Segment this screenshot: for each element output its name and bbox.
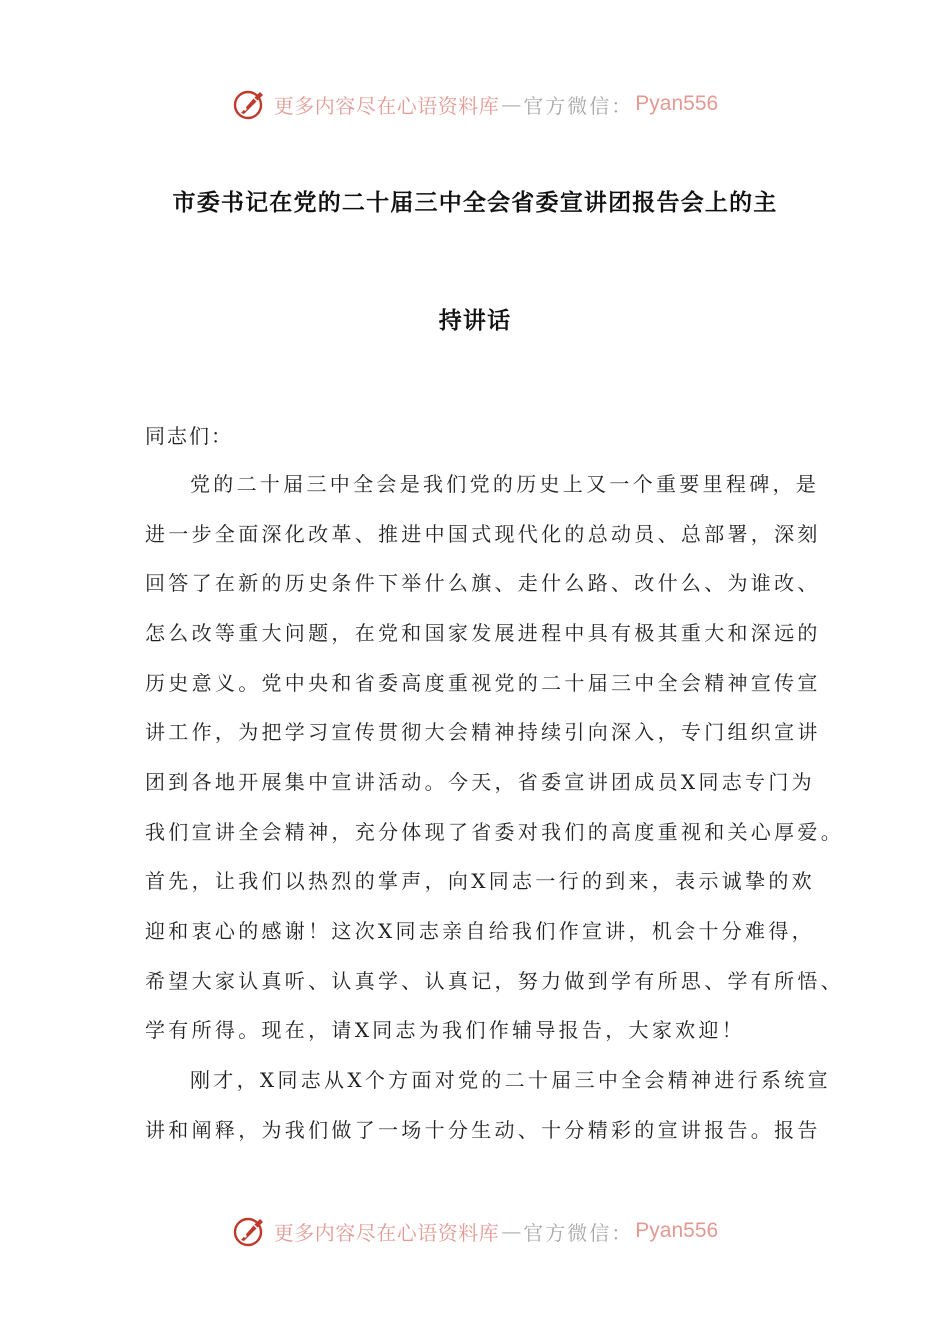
banner-dash: — [501,1219,522,1243]
banner-wechat-label: 官方微信： [523,1220,634,1245]
body-line: 回答了在新的历史条件下举什么旗、走什么路、改什么、为谁改、 [145,571,821,595]
body-line: 进一步全面深化改革、推进中国式现代化的总动员、总部署，深刻 [145,522,821,546]
banner-wechat-id: Pyan556 [635,92,719,115]
body-line: 团到各地开展集中宣讲活动。今天，省委宣讲团成员X同志专门为 [145,770,815,794]
pen-nib-logo-icon [232,86,268,122]
body-line: 首先，让我们以热烈的掌声，向X同志一行的到来，表示诚挚的欢 [145,869,815,893]
banner-wechat-id: Pyan556 [635,1219,719,1242]
banner-wechat-label: 官方微信： [523,93,634,118]
body-line: 讲和阐释，为我们做了一场十分生动、十分精彩的宣讲报告。报告 [145,1118,821,1142]
salutation: 同志们： [145,424,233,448]
banner-dash: — [501,92,522,116]
document-title-line-1: 市委书记在党的二十届三中全会省委宣讲团报告会上的主 [172,190,778,216]
pen-nib-logo-icon [232,1213,268,1249]
body-line: 我们宣讲全会精神，充分体现了省委对我们的高度重视和关心厚爱。 [145,820,844,844]
body-line: 学有所得。现在，请X同志为我们作辅导报告，大家欢迎！ [145,1018,746,1042]
footer-banner [0,1209,950,1253]
body-line: 党的二十届三中全会是我们党的历史上又一个重要里程碑，是 [190,472,820,496]
document-title-line-2: 持讲话 [438,308,512,334]
body-line: 迎和衷心的感谢！这次X同志亲自给我们作宣讲，机会十分难得， [145,919,815,943]
banner-site-text: 更多内容尽在心语资料库 [273,1220,500,1245]
banner-site-text: 更多内容尽在心语资料库 [273,93,500,118]
body-line: 怎么改等重大问题，在党和国家发展进程中具有极其重大和深远的 [145,621,821,645]
body-line: 讲工作，为把学习宣传贯彻大会精神持续引向深入，专门组织宣讲 [145,720,821,744]
body-line: 刚才，X同志从X个方面对党的二十届三中全会精神进行系统宣 [190,1068,831,1092]
body-line: 历史意义。党中央和省委高度重视党的二十届三中全会精神宣传宣 [145,671,821,695]
header-banner [0,82,950,126]
body-line: 希望大家认真听、认真学、认真记，努力做到学有所思、学有所悟、 [145,969,844,993]
